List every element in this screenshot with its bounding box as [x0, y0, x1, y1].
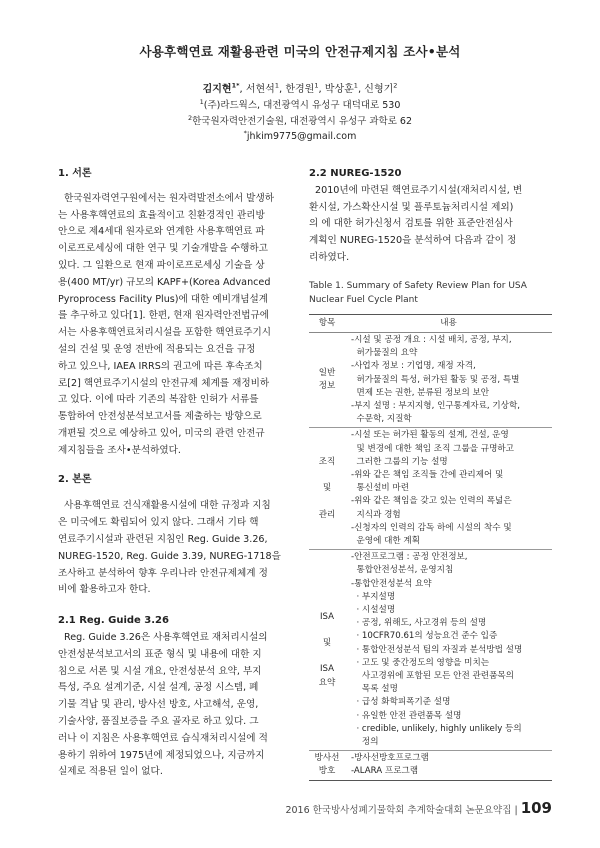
text-line: 설의 건설 및 운영 전반에 적용되는 요건을 규정	[58, 343, 256, 355]
text-line: 실제로 적용된 일이 없다.	[58, 766, 163, 778]
text-line: 은 미국에도 확립되어 있지 않다. 그래서 기타 핵	[58, 517, 259, 529]
text-line: 안으로 제4세대 원자로와 연계한 사용후핵연료 파	[58, 226, 265, 238]
author-list: 김지현$^{1*}$, 서현석$^1$, 한경원$^1$, 박상훈$^1$, 신형기$^2$	[202, 81, 398, 95]
text-line: Reg. Guide 3.26은 사용후핵연료 재처리시설의	[64, 631, 268, 643]
text-line: 하고 있으나, IAEA IRRS의 권고에 따른 후속조치	[58, 360, 263, 372]
table-row-content: -시설 및 공정 개요 : 시설 배치, 공정, 부지, 허가물질의 요약 -사업자 정보 : 기업명, 재정 자격, 허가물질의 특성, 허가된 활동 및 공정, 특별 면제 또는 권한, 분류된 정보의 보안 -부지 설명 : 부지지형, 인구통계자료, 기상학, 수문학, 지질학	[345, 332, 552, 427]
table-row	[309, 751, 552, 780]
text-line: 는 사용후핵연료의 효율적이고 친환경적인 관리방	[58, 209, 265, 221]
text-line: 특성, 주요 설계기준, 시설 설계, 공정 시스템, 폐	[58, 682, 259, 694]
footer-separator: |	[514, 805, 518, 816]
rg326-paragraph	[58, 630, 295, 781]
text-line: Table 1. Summary of Safety Review Plan for USA	[309, 280, 527, 291]
text-line: 기술사양, 품질보증을 주요 골자로 하고 있다. 그	[58, 715, 259, 727]
text-line: Pyroprocess Facility Plus)에 대한 예비개념설계	[58, 293, 269, 305]
table-row	[309, 332, 552, 427]
author: , 서현석	[239, 84, 275, 95]
table-row-header: 방사선 방호	[309, 751, 345, 780]
subsection-heading-nureg1520: 2.2 NUREG-1520	[309, 168, 402, 179]
paper-title: 사용후핵연료 재활용관련 미국의 안전규제지침 조사•분석	[139, 44, 461, 59]
right-column	[309, 166, 552, 781]
text-line: 제지침들을 조사•분석하였다.	[58, 444, 181, 456]
section-heading-body: 2. 본론	[58, 473, 92, 485]
text-line: 용하기 위하여 1975년에 제정되었으나, 지금까지	[58, 749, 265, 761]
text-line: 이로프로세싱에 대한 연구 및 기술개발을 수행하고	[58, 243, 268, 255]
table-row	[309, 550, 552, 751]
review-plan-table	[309, 314, 552, 781]
table-row-header: 조직 및 관리	[309, 428, 345, 550]
text-line: 를 추구하고 있다[1]. 한편, 현재 원자력안전법규에	[58, 310, 270, 322]
text-line: 안전성분석보고서의 표준 형식 및 내용에 대한 지	[58, 648, 262, 660]
affiliation-1: $^1$(주)라드웍스, 대전광역시 유성구 대덕대로 530	[199, 97, 401, 111]
text-line: 2010년에 마련된 핵연료주기시설(재처리시설, 변	[315, 184, 523, 196]
affiliation-2: $^2$한국원자력안전기술원, 대전광역시 유성구 과학로 62	[187, 113, 413, 127]
text-line: 환시설, 가스확산시설 및 플루토늄처리시설 제외)	[309, 201, 514, 213]
author-main: 김지현$^{1*}$	[202, 81, 240, 95]
text-line: 용(400 MT/yr) 규모의 KAPF+(Korea Advanced	[58, 276, 271, 288]
conference-name: 2016 한국방사성폐기물학회 추계학술대회 논문요약집	[285, 805, 512, 816]
page-footer	[285, 799, 552, 817]
table-row	[309, 428, 552, 550]
body-paragraph	[58, 498, 295, 599]
text-line: 있다. 그 일환으로 현재 파이로프로세싱 기술을 상	[58, 259, 265, 271]
text-line: 러나 이 지침은 사용후핵연료 습식재처리시설에 적	[58, 732, 268, 744]
text-line: 사용후핵연료 건식재활용시설에 대한 규정과 지침	[64, 500, 271, 512]
author: , 박상훈	[318, 84, 354, 95]
table-row-header: ISA 및 ISA 요약	[309, 550, 345, 751]
page-number: 109	[520, 799, 552, 817]
text-line: 리하였다.	[309, 251, 350, 263]
left-column	[58, 166, 295, 781]
text-line: 개편될 것으로 예상하고 있어, 미국의 관련 안전규	[58, 427, 265, 439]
text-line: NUREG-1520, Reg. Guide 3.39, NUREG-1718을	[58, 550, 281, 562]
text-line: 기물 격납 및 관리, 방사선 방호, 사고해석, 운영,	[58, 699, 259, 711]
text-line: Nuclear Fuel Cycle Plant	[309, 295, 418, 306]
author: , 신형기	[357, 84, 394, 95]
text-line: 로[2] 핵연료주기시설의 안전규제 체계를 재정비하	[58, 377, 270, 389]
text-line: 한국원자력연구원에서는 원자력발전소에서 발생하	[64, 192, 274, 204]
table-header-content: 내용	[345, 314, 552, 332]
subsection-heading-rg326: 2.1 Reg. Guide 3.26	[58, 615, 169, 627]
text-line: 조사하고 분석하여 향후 우리나라 안전규제체계 정	[58, 567, 268, 579]
table-header-item: 항목	[309, 314, 345, 332]
text-line: 비에 활용하고자 한다.	[58, 584, 151, 596]
table-row-content: -시설 또는 허가된 활동의 설계, 건설, 운영 및 변경에 대한 책임 조직 그룹을 규명하고 그러한 그룹의 기능 설명 -위와 같은 책임 조직들 간에 관리제어 및 통신설비 마련 -위와 같은 책임을 갖고 있는 인력의 폭넓은 지식과 경험 -신청자의 인력의 감독 하에 시설의 착수 및 운영에 대한 계획	[345, 428, 552, 550]
section-heading-intro: 1. 서론	[58, 168, 92, 179]
text-line: 서는 사용후핵연료처리시설을 포함한 핵연료주기시	[58, 327, 272, 339]
author: , 한경원	[278, 84, 315, 95]
nureg-paragraph	[309, 183, 552, 267]
author-email: *jhkim9775@gmail.com	[243, 129, 357, 143]
table-row-header: 일반 정보	[309, 332, 345, 427]
intro-paragraph	[58, 191, 295, 460]
text-line: 의 에 대한 허가신청서 검토를 위한 표준안전심사	[309, 218, 513, 230]
table-row-content: -안전프로그램 : 공정 안전정보, 통합안전성분석, 운영지침 -통합안전성분석 요약 · 부지설명 · 시설설명 · 공정, 위해도, 사고경위 등의 설명 · 10CFR70.61의 성능요건 준수 입증 · 통합안전성분석 팀의 자질과 분석방법 설명 · 고도 및 중간정도의 영향을 미치는 사고경위에 포함된 모든 안전 관련품목의 목록 설명 · 급성 화학피폭기준 설명 · 유일한 안전 관련품목 설명 · credible, unlikely, highly unlikely 등의 정의	[345, 550, 552, 751]
text-line: 침으로 서론 및 시설 개요, 안전성분석 요약, 부지	[58, 665, 262, 677]
text-line: 통합하여 안전성분석보고서를 제출하는 방향으로	[58, 411, 262, 423]
text-line: 고 있다. 이에 따라 기존의 복잡한 인허가 서류를	[58, 394, 259, 406]
text-line: 연료주기시설과 관련된 지침인 Reg. Guide 3.26,	[58, 533, 268, 545]
text-line: 계획인 NUREG-1520을 분석하여 다음과 같이 정	[309, 235, 517, 247]
table-caption	[309, 279, 552, 308]
table-row-content: -방사선방호프로그램 -ALARA 프로그램	[345, 751, 552, 780]
